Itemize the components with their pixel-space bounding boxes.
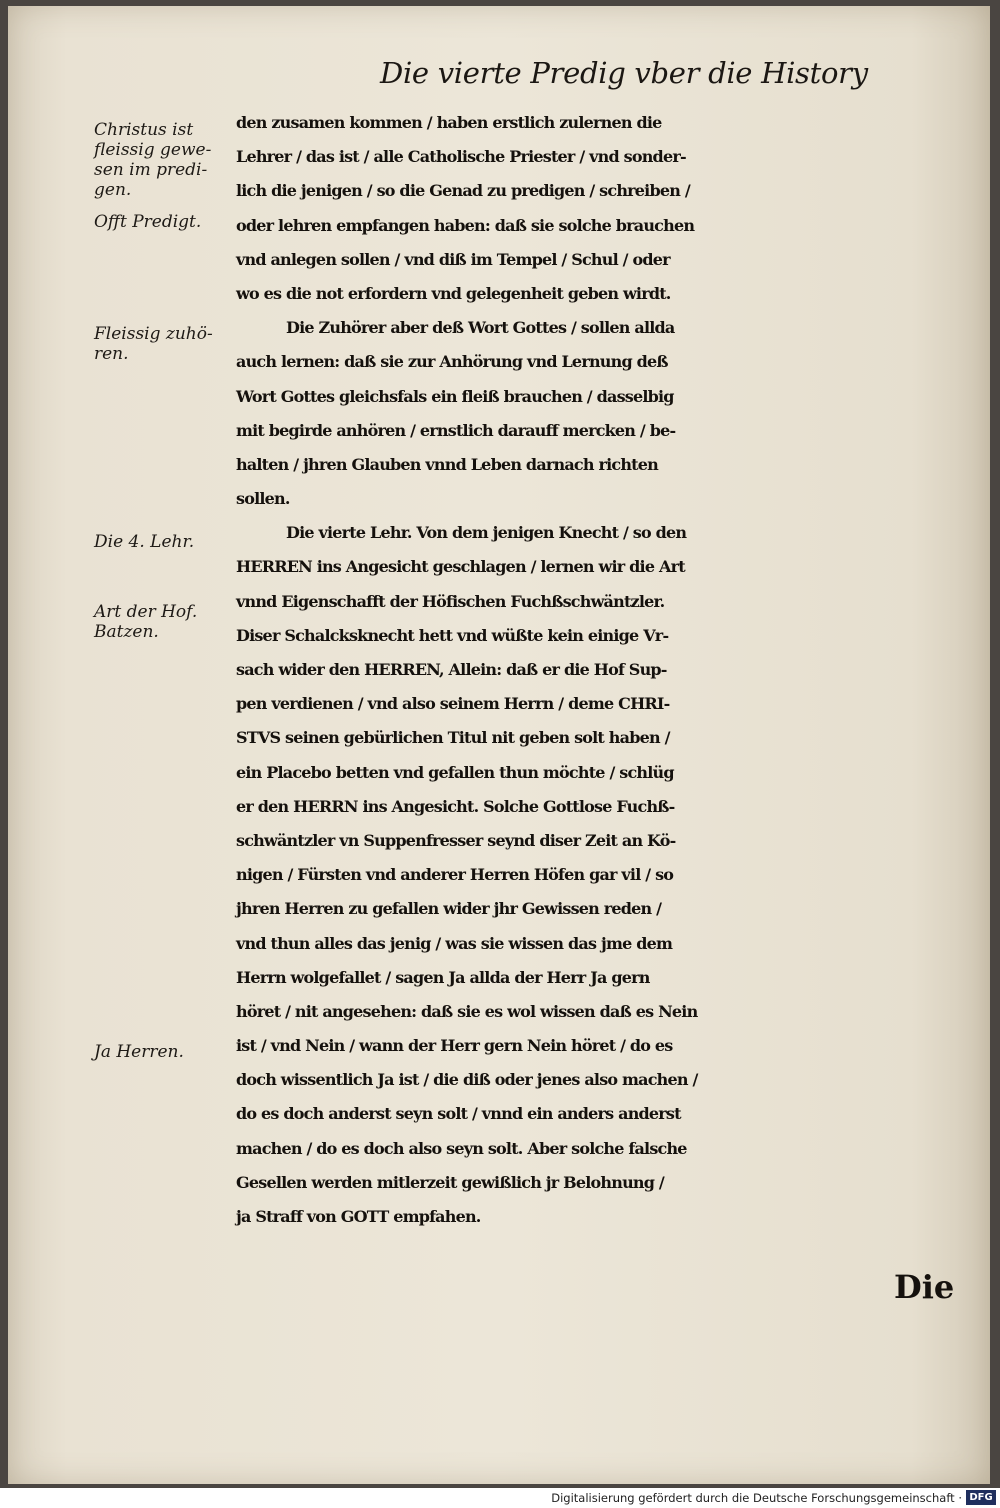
body-text xyxy=(236,106,966,1234)
margin-note-text: Offt Predigt. xyxy=(94,212,202,232)
margin-note-hof-batzen xyxy=(94,602,234,642)
margin-note-text: Die 4. Lehr. xyxy=(94,532,195,552)
text-line: halten / jhren Glauben vnnd Leben darnach richten xyxy=(236,454,658,474)
margin-note-christus xyxy=(94,120,234,200)
dfg-logo: DFG xyxy=(966,1490,996,1505)
text-line: vnnd Eigenschafft der Höfischen Fuchßschwäntzler. xyxy=(236,591,665,611)
funding-notice: Digitalisierung gefördert durch die Deutsche Forschungsgemeinschaft · xyxy=(551,1491,962,1505)
text-line: Diser Schalcksknecht hett vnd wüßte kein einige Vr- xyxy=(236,625,669,645)
text-line: wo es die not erfordern vnd gelegenheit geben wirdt. xyxy=(236,283,671,303)
text-line: do es doch anderst seyn solt / vnnd ein anders anderst xyxy=(236,1104,681,1124)
text-line: vnd anlegen sollen / vnd diß im Tempel / Schul / oder xyxy=(236,249,670,269)
text-line: vnd thun alles das jenig / was sie wissen das jme dem xyxy=(236,933,673,953)
text-line: Herrn wolgefallet / sagen Ja allda der Herr Ja gern xyxy=(236,967,650,987)
text-line: Gesellen werden mitlerzeit gewißlich jr Belohnung / xyxy=(236,1172,664,1192)
text-line: machen / do es doch also seyn solt. Aber solche falsche xyxy=(236,1138,687,1158)
text-line: Die vierte Lehr. Von dem jenigen Knecht / so den xyxy=(286,523,687,543)
margin-note-text: Art der Hof. Batzen. xyxy=(94,602,198,642)
digitization-footer xyxy=(0,1488,1000,1508)
running-title: Die vierte Predig vber die History xyxy=(380,56,868,90)
catchword: Die xyxy=(894,1268,955,1306)
text-line: STVS seinen gebürlichen Titul nit geben solt haben / xyxy=(236,728,670,748)
margin-note-ja-herren xyxy=(94,1042,234,1062)
text-line: den zusamen kommen / haben erstlich zulernen die xyxy=(236,113,662,132)
margin-note-fleissig xyxy=(94,324,234,364)
margin-note-text: Ja Herren. xyxy=(94,1042,184,1062)
book-page xyxy=(8,6,990,1484)
margin-note-vierte-lehr xyxy=(94,532,234,552)
text-line: pen verdienen / vnd also seinem Herrn / deme CHRI- xyxy=(236,694,670,714)
text-line: sollen. xyxy=(236,489,290,509)
margin-note-offt-predigt xyxy=(94,212,234,232)
margin-note-text: Fleissig zuhö-ren. xyxy=(94,324,213,364)
margin-note-text: Christus ist fleissig gewe-sen im predi-gen. xyxy=(94,120,212,200)
text-line: schwäntzler vn Suppenfresser seynd diser Zeit an Kö- xyxy=(236,830,676,850)
text-line: höret / nit angesehen: daß sie es wol wissen daß es Nein xyxy=(236,1001,698,1021)
text-line: doch wissentlich Ja ist / die diß oder jenes also machen / xyxy=(236,1070,698,1090)
text-line: oder lehren empfangen haben: daß sie solche brauchen xyxy=(236,215,695,235)
text-line: auch lernen: daß sie zur Anhörung vnd Lernung deß xyxy=(236,352,668,372)
text-line: ist / vnd Nein / wann der Herr gern Nein höret / do es xyxy=(236,1036,673,1056)
text-line: mit begirde anhören / ernstlich darauff mercken / be- xyxy=(236,420,676,440)
text-line: jhren Herren zu gefallen wider jhr Gewissen reden / xyxy=(236,899,662,919)
text-line: Lehrer / das ist / alle Catholische Priester / vnd sonder- xyxy=(236,147,686,167)
text-line: ein Placebo betten vnd gefallen thun möchte / schlüg xyxy=(236,762,674,782)
text-line: Die Zuhörer aber deß Wort Gottes / sollen allda xyxy=(286,318,675,338)
text-line: lich die jenigen / so die Genad zu predigen / schreiben / xyxy=(236,181,690,201)
text-line: ja Straff von GOTT empfahen. xyxy=(236,1207,481,1226)
text-line: nigen / Fürsten vnd anderer Herren Höfen gar vil / so xyxy=(236,865,674,885)
text-line: er den HERRN ins Angesicht. Solche Gottlose Fuchß- xyxy=(236,796,675,816)
text-line: HERREN ins Angesicht geschlagen / lernen wir die Art xyxy=(236,557,685,577)
text-line: sach wider den HERREN, Allein: daß er die Hof Sup- xyxy=(236,660,667,679)
text-line: Wort Gottes gleichsfals ein fleiß brauchen / dasselbig xyxy=(236,386,674,406)
